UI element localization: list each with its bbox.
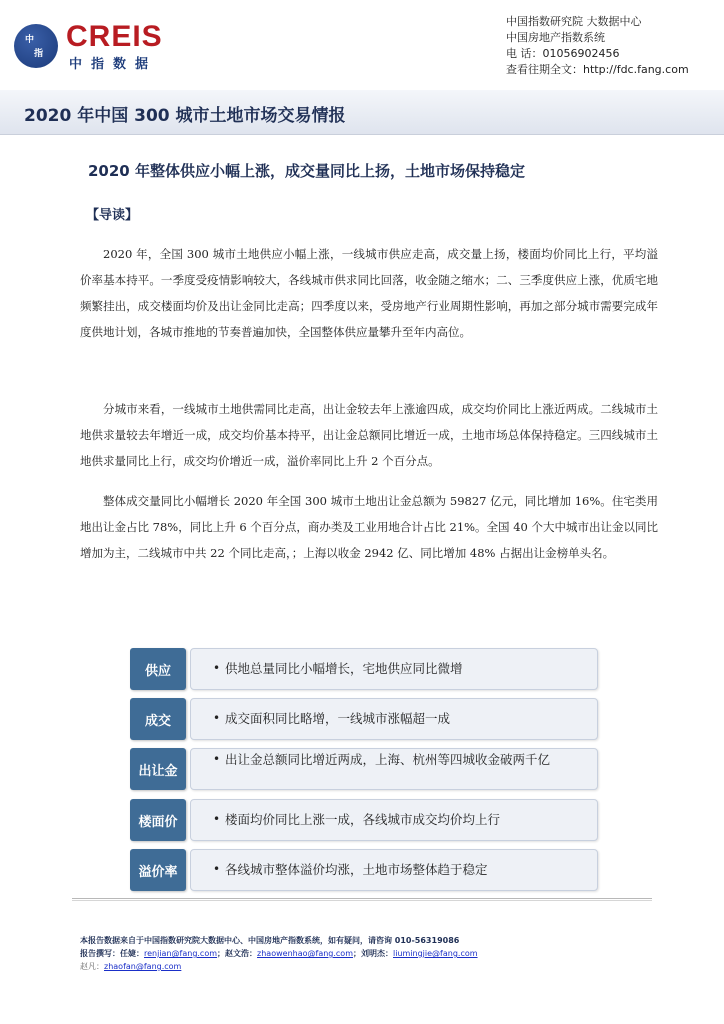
- summary-text: 成交面积同比略增，一线城市涨幅超一成: [225, 711, 451, 726]
- summary-label: 楼面价: [130, 799, 186, 841]
- author-email-link[interactable]: zhaowenhao@fang.com: [257, 949, 353, 958]
- creis-logo: [14, 20, 184, 70]
- footer-separator: ；赵文浩：: [217, 949, 258, 958]
- intro-heading: 【导读】: [86, 208, 139, 223]
- author-email-link[interactable]: renjian@fang.com: [144, 949, 218, 958]
- footer-divider: [72, 898, 652, 899]
- paragraph-city-tiers: 分城市来看，一线城市土地供需同比走高，出让金较去年上涨逾四成，成交均价同比上涨近两成。二线城市土地供求量较去年增近一成，成交均价基本持平，出让金总额同比增近一成，土地市场总体保持稳定。三四线城市土地供求量同比上行，成交均价增近一成，溢价率同比上升 2 个百分点。: [80, 402, 658, 468]
- summary-label: 供应: [130, 648, 186, 690]
- summary-box: [190, 748, 598, 790]
- summary-box: [190, 648, 598, 690]
- footer-authors: [80, 947, 478, 960]
- report-subtitle: 2020 年整体供应小幅上涨，成交量同比上扬，土地市场保持稳定: [88, 162, 525, 180]
- footer-source-note: 本报告数据来自于中国指数研究院大数据中心、中国房地产指数系统，如有疑问，请咨询 010-56319086: [80, 936, 460, 945]
- contact-info: [506, 14, 689, 78]
- bullet-icon: •: [213, 661, 221, 675]
- contact-phone: 电 话：01056902456: [506, 47, 620, 60]
- summary-box: [190, 698, 598, 740]
- summary-label: 出让金: [130, 748, 186, 790]
- report-title: 2020 年中国 300 城市土地市场交易情报: [24, 106, 346, 126]
- logo-emblem-char-top: 中: [25, 35, 35, 45]
- summary-text: 出让金总额同比增近两成，上海、杭州等四城收金破两千亿: [225, 752, 551, 767]
- summary-label: 成交: [130, 698, 186, 740]
- bullet-icon: •: [213, 862, 221, 876]
- bullet-icon: •: [213, 711, 221, 725]
- title-banner: [0, 90, 724, 135]
- contact-org: 中国指数研究院 大数据中心: [506, 15, 642, 28]
- logo-brand-text: CREIS: [66, 20, 163, 53]
- summary-label: 溢价率: [130, 849, 186, 891]
- footer-separator: ；刘明杰：: [353, 949, 393, 958]
- bullet-icon: •: [213, 752, 221, 766]
- summary-text: 楼面均价同比上涨一成，各线城市成交均价均上行: [225, 812, 501, 827]
- paragraph-transfer-fees: 整体成交量同比小幅增长 2020 年全国 300 城市土地出让金总额为 59827 亿元，同比增加 16%。住宅类用地出让金占比 78%，同比上升 6 个百分点，商办类及工业用地合计占比 21%。全国 40 个大中城市出让金以同比增加为主，二线城市中共 22 个同比走高，；上海以收金 2942 亿、同比增加 48% 占据出让金榜单头名。: [80, 494, 658, 560]
- summary-box: [190, 849, 598, 891]
- contact-website[interactable]: 查看往期全文：http://fdc.fang.com: [506, 63, 689, 76]
- contact-system: 中国房地产指数系统: [506, 31, 605, 44]
- summary-text: 各线城市整体溢价均涨，土地市场整体趋于稳定: [225, 862, 488, 877]
- bullet-icon: •: [213, 812, 221, 826]
- paragraph-overview: 2020 年，全国 300 城市土地供应小幅上涨，一线城市供应走高，成交量上扬，楼面均价同比上行，平均溢价率基本持平。一季度受疫情影响较大，各线城市供求同比回落，收金随之缩水；二、三季度供应上涨，优质宅地频繁挂出，成交楼面均价及出让金同比走高；四季度以来，受房地产行业周期性影响，再加之部分城市需要完成年度供地计划，各城市推地的节奏普遍加快，全国整体供应量攀升至年内高位。: [80, 247, 658, 339]
- summary-box: [190, 799, 598, 841]
- author-email-link[interactable]: zhaofan@fang.com: [104, 962, 182, 971]
- author-email-link[interactable]: liumingjie@fang.com: [393, 949, 478, 958]
- footer-author-name: 赵凡：: [80, 962, 104, 971]
- footer-authors-prefix: 报告撰写：任婕：: [80, 949, 144, 958]
- summary-text: 供地总量同比小幅增长，宅地供应同比微增: [225, 661, 463, 676]
- footer: [80, 934, 478, 973]
- logo-emblem-char-bottom: 指: [34, 49, 44, 59]
- footer-divider-secondary: [72, 900, 652, 901]
- footer-authors-line2: [80, 960, 478, 973]
- logo-emblem: [14, 24, 58, 68]
- logo-subtext: 中指数据: [69, 57, 158, 72]
